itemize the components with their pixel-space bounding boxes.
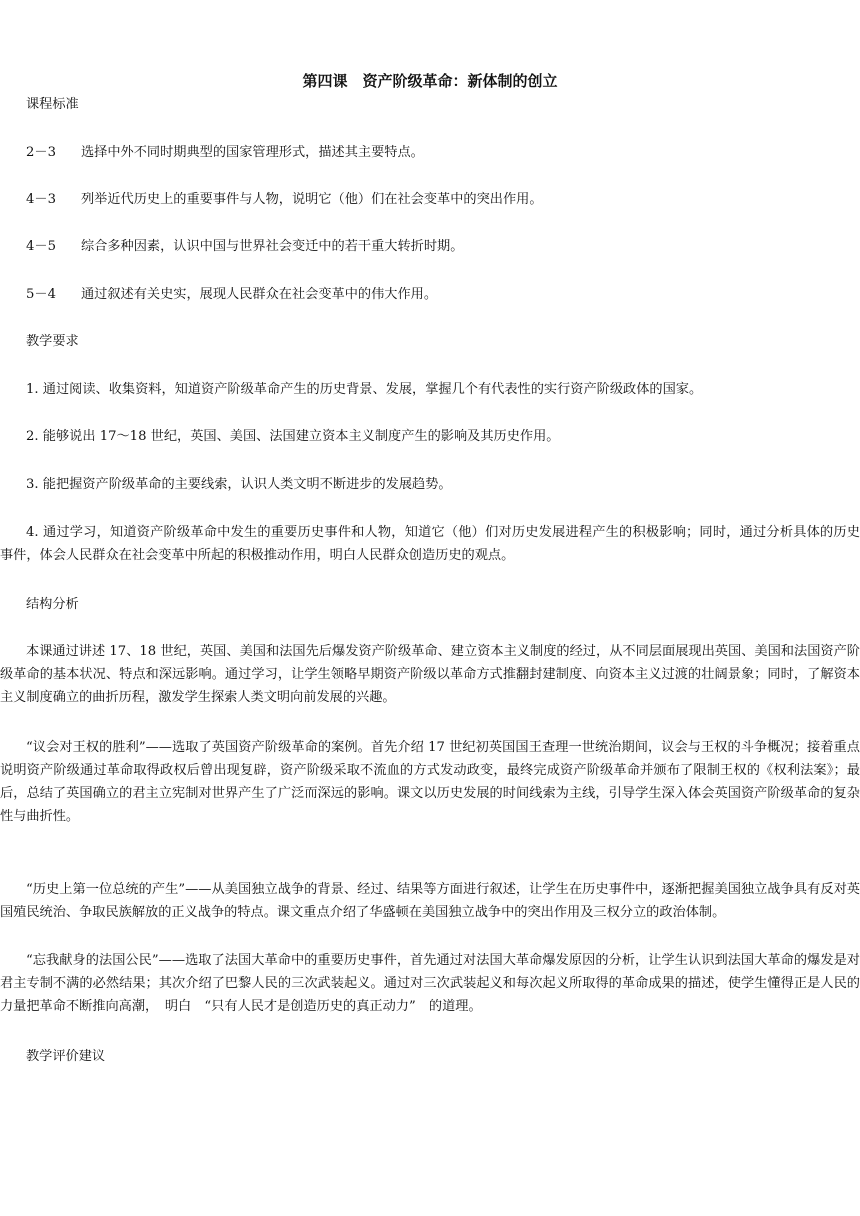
analysis-paragraph: “议会对王权的胜利”——选取了英国资产阶级革命的案例。首先介绍 17 世纪初英国国王查理一世统治期间，议会与王权的斗争概况；接着重点说明资产阶级通过革命取得政权后曾出现复辟，资产阶级采取不流血的方式发动政变，最终完成资产阶级革命并颁布了限制王权的《权利法案》；最后，总结了英国确立的君主立宪制对世界产生了广泛而深远的影响。课文以历史发展的时间线索为主线，引导学生深入体会英国资产阶级革命的复杂性与曲折性。 [0,740,860,824]
section-heading-evaluation: 教学评价建议 [26,1049,106,1064]
standard-item [0,188,860,211]
standard-item [0,283,860,306]
section-heading-course-standard: 课程标准 [26,97,79,112]
requirement-item: 2. 能够说出 17～18 世纪，英国、美国、法国建立资本主义制度产生的影响及其历史作用。 [26,429,560,444]
analysis-paragraph: “忘我献身的法国公民”——选取了法国大革命中的重要历史事件，首先通过对法国大革命爆发原因的分析，让学生认识到法国大革命的爆发是对君主专制不满的必然结果；其次介绍了巴黎人民的三次武装起义。通过对三次武装起义和每次起义所取得的革命成果的描述，使学生懂得正是人民的力量把革命不断推向高潮， 明白 “只有人民才是创造历史的真正动力” 的道理。 [0,953,860,1014]
analysis-paragraph: 本课通过讲述 17、18 世纪，英国、美国和法国先后爆发资产阶级革命、建立资本主义制度的经过，从不同层面展现出英国、美国和法国资产阶级革命的基本状况、特点和深远影响。通过学习，让学生领略早期资产阶级以革命方式推翻封建制度、向资本主义过渡的壮阔景象；同时，了解资本主义制度确立的曲折历程，激发学生探索人类文明向前发展的兴趣。 [0,644,860,705]
standard-item [0,141,860,164]
requirement-item: 3. 能把握资产阶级革命的主要线索，认识人类文明不断进步的发展趋势。 [26,477,452,492]
page-title: 第四课 资产阶级革命：新体制的创立 [302,72,558,90]
standard-text: 综合多种因素，认识中国与世界社会变迁中的若干重大转折时期。 [81,239,464,254]
standard-code: 2－3 [26,145,56,160]
requirement-item: 4. 通过学习，知道资产阶级革命中发生的重要历史事件和人物，知道它（他）们对历史发展进程产生的积极影响；同时，通过分析具体的历史事件，体会人民群众在社会变革中所起的积极推动作用，明白人民群众创造历史的观点。 [0,525,860,563]
standard-code: 5－4 [26,287,56,302]
standard-item [0,235,860,258]
standard-code: 4－3 [26,192,56,207]
standard-text: 列举近代历史上的重要事件与人物，说明它（他）们在社会变革中的突出作用。 [81,192,543,207]
section-heading-structure-analysis: 结构分析 [26,597,79,612]
requirement-item: 1. 通过阅读、收集资料，知道资产阶级革命产生的历史背景、发展，掌握几个有代表性的实行资产阶级政体的国家。 [26,382,703,397]
standard-text: 选择中外不同时期典型的国家管理形式，描述其主要特点。 [81,145,424,160]
analysis-paragraph: “历史上第一位总统的产生”——从美国独立战争的背景、经过、结果等方面进行叙述，让学生在历史事件中，逐渐把握美国独立战争具有反对英国殖民统治、争取民族解放的正义战争的特点。课文重点介绍了华盛顿在美国独立战争中的突出作用及三权分立的政治体制。 [0,882,860,920]
standard-code: 4－5 [26,239,56,254]
standard-text: 通过叙述有关史实，展现人民群众在社会变革中的伟大作用。 [81,287,438,302]
section-heading-teaching-requirements: 教学要求 [26,334,79,349]
